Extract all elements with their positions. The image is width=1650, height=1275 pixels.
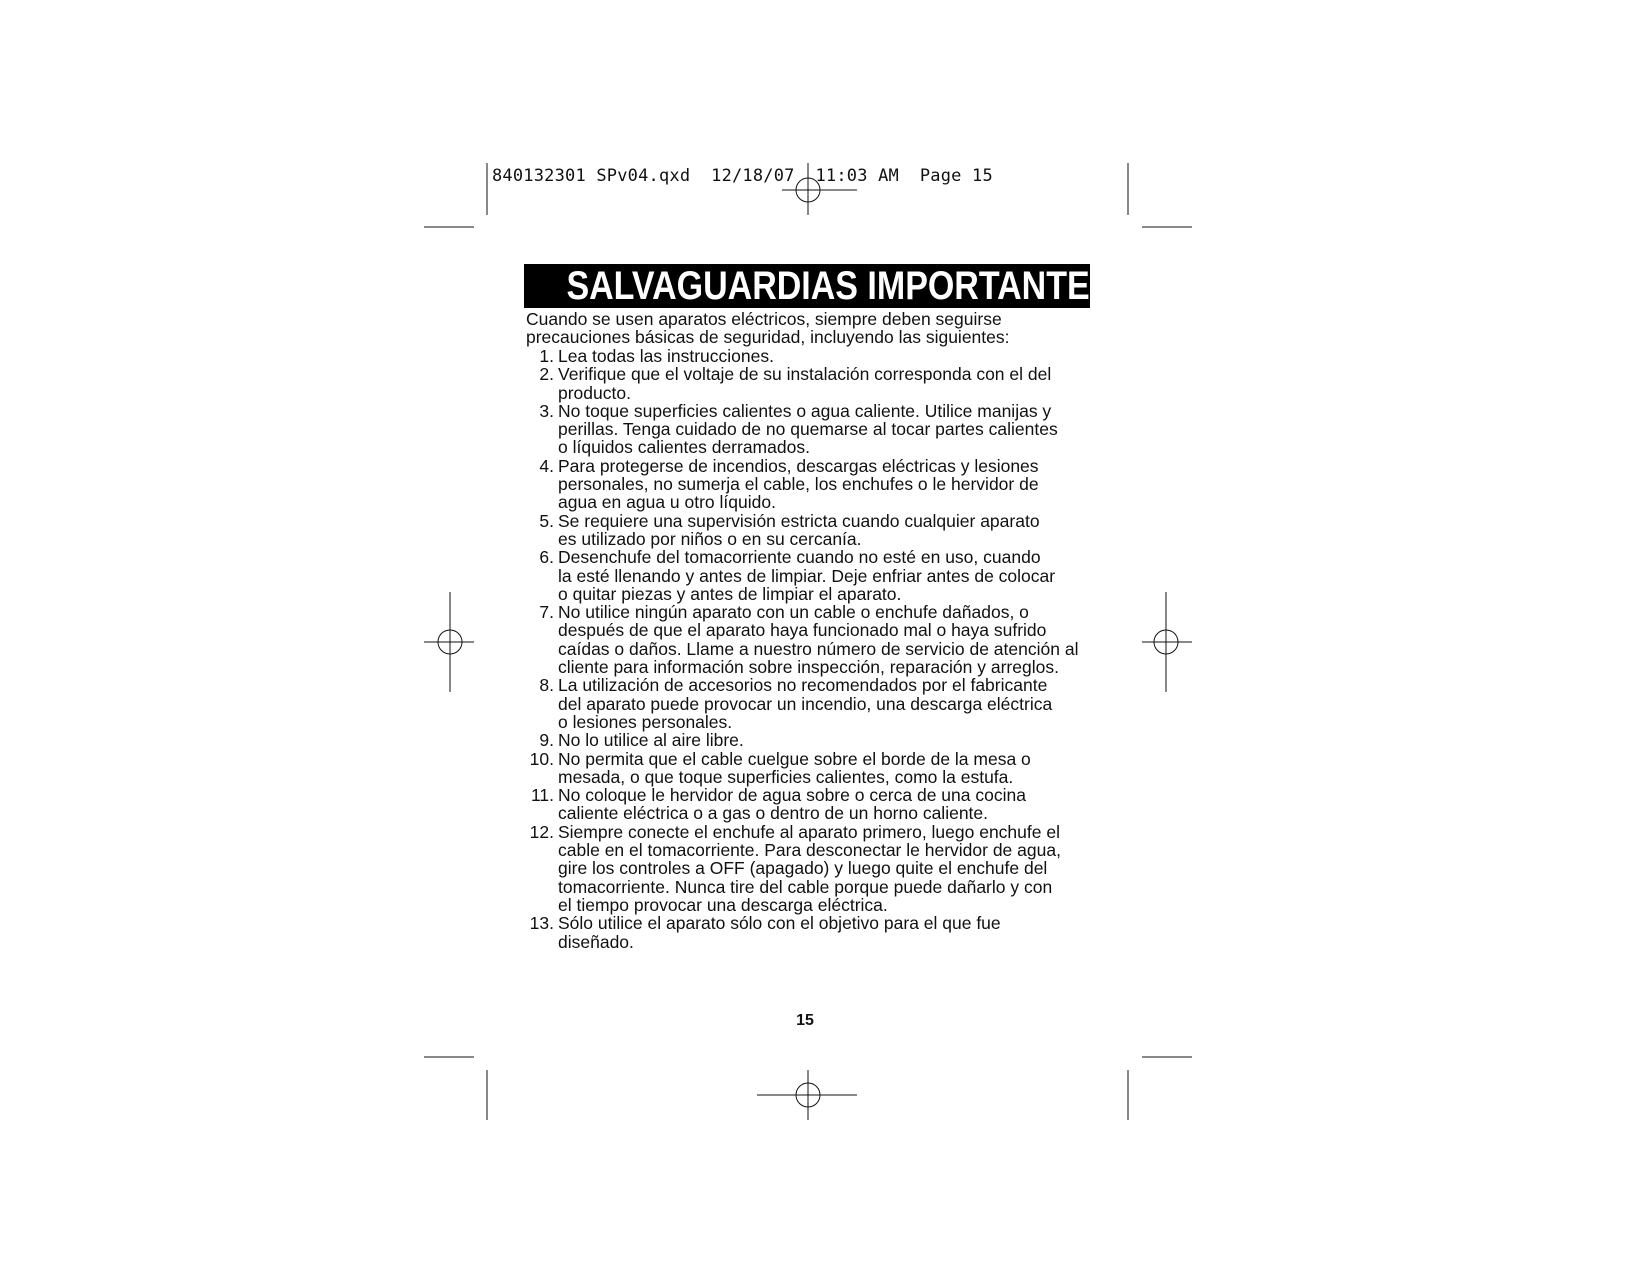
list-item-line: caídas o daños. Llame a nuestro número de servicio de atención al [558, 638, 1079, 659]
list-item-number: 5. [539, 510, 554, 531]
list-item-number: 9. [539, 730, 554, 751]
list-item [526, 914, 1116, 951]
list-item-line: No toque superficies calientes o agua caliente. Utilice manijas y [558, 400, 1052, 421]
list-item [526, 365, 1116, 402]
list-item-line: agua en agua u otro líquido. [558, 492, 776, 513]
list-item-line: caliente eléctrica o a gas o dentro de un horno caliente. [558, 803, 989, 824]
list-item-line: la esté llenando y antes de limpiar. Deje enfriar antes de colocar [558, 565, 1056, 586]
list-item [526, 347, 1116, 365]
list-item-line: Se requiere una supervisión estricta cuando cualquier aparato [558, 510, 1040, 531]
list-item-line: Verifique que el voltaje de su instalación corresponda con el del [558, 364, 1052, 385]
list-item-line: cliente para información sobre inspección, reparación y arreglos. [558, 657, 1059, 678]
page-title: SALVAGUARDIAS IMPORTANTES [566, 264, 1113, 308]
list-item [526, 457, 1116, 512]
list-item-line: del aparato puede provocar un incendio, una descarga eléctrica [558, 693, 1053, 714]
list-item-number: 1. [539, 346, 554, 366]
list-item-line: mesada, o que toque superficies calientes, como la estufa. [558, 766, 1014, 787]
registration-mark-top [782, 163, 857, 215]
list-item-line: perillas. Tenga cuidado de no quemarse al tocar partes calientes [558, 419, 1058, 440]
list-item [526, 512, 1116, 549]
list-item-number: 11. [530, 785, 554, 806]
registration-mark-right [1142, 592, 1192, 692]
list-item [526, 786, 1116, 823]
page-number: 15 [796, 1012, 814, 1029]
list-item-line: diseñado. [558, 931, 634, 952]
list-item-line: La utilización de accesorios no recomendados por el fabricante [558, 675, 1048, 696]
list-item-line: No utilice ningún aparato con un cable o enchufe dañados, o [558, 602, 1029, 623]
list-item-number: 6. [539, 547, 554, 568]
list-item-line: Lea todas las instrucciones. [558, 346, 774, 366]
list-item-line: cable en el tomacorriente. Para desconectar le hervidor de agua, [558, 840, 1061, 861]
intro-paragraph [526, 310, 1106, 347]
list-item [526, 823, 1116, 914]
list-item-number: 4. [539, 455, 554, 476]
list-item [526, 750, 1116, 787]
list-item-line: gire los controles a OFF (apagado) y luego quite el enchufe del [558, 858, 1048, 879]
intro-line: precauciones básicas de seguridad, incluyendo las siguientes: [526, 327, 1010, 348]
list-item-line: o líquidos calientes derramados. [558, 437, 810, 458]
safeguards-list [526, 347, 1116, 951]
list-item-line: el tiempo provocar una descarga eléctrica. [558, 894, 888, 915]
list-item-number: 10. [529, 748, 554, 769]
list-item-line: tomacorriente. Nunca tire del cable porque puede dañarlo y con [558, 876, 1053, 897]
list-item-line: Desenchufe del tomacorriente cuando no esté en uso, cuando [558, 547, 1041, 568]
registration-mark-left [424, 592, 474, 692]
list-item [526, 603, 1116, 676]
registration-mark-bottom [757, 1070, 857, 1120]
list-item-line: No coloque le hervidor de agua sobre o cerca de una cocina [558, 785, 1026, 806]
list-item [526, 402, 1116, 457]
list-item-line: No lo utilice al aire libre. [558, 730, 744, 751]
intro-line: Cuando se usen aparatos eléctricos, siempre deben seguirse [526, 309, 1002, 329]
list-item-line: es utilizado por niños o en su cercanía. [558, 528, 862, 549]
list-item-line: Siempre conecte el enchufe al aparato primero, luego enchufe el [558, 821, 1060, 842]
list-item-line: personales, no sumerja el cable, los enchufes o le hervidor de [558, 474, 1039, 495]
list-item-line: producto. [558, 382, 631, 403]
list-item-line: Sólo utilice el aparato sólo con el objetivo para el que fue [558, 913, 1001, 934]
list-item-line: Para protegerse de incendios, descargas eléctricas y lesiones [558, 455, 1039, 476]
list-item-line: o quitar piezas y antes de limpiar el aparato. [558, 583, 902, 604]
list-item-line: o lesiones personales. [558, 711, 733, 732]
title-banner [524, 264, 1113, 308]
list-item-line: No permita que el cable cuelgue sobre el borde de la mesa o [558, 748, 1031, 769]
list-item [526, 676, 1116, 731]
list-item-number: 2. [539, 364, 554, 385]
list-item-number: 13. [529, 913, 554, 934]
file-slug: 840132301 SPv04.qxd 12/18/07 11:03 AM Page 15 [492, 166, 993, 186]
list-item-number: 8. [539, 675, 554, 696]
list-item [526, 731, 1116, 749]
list-item-number: 7. [539, 602, 554, 623]
list-item-number: 12. [529, 821, 554, 842]
list-item-number: 3. [539, 400, 554, 421]
list-item-line: después de que el aparato haya funcionado mal o haya sufrido [558, 620, 1047, 641]
list-item [526, 548, 1116, 603]
